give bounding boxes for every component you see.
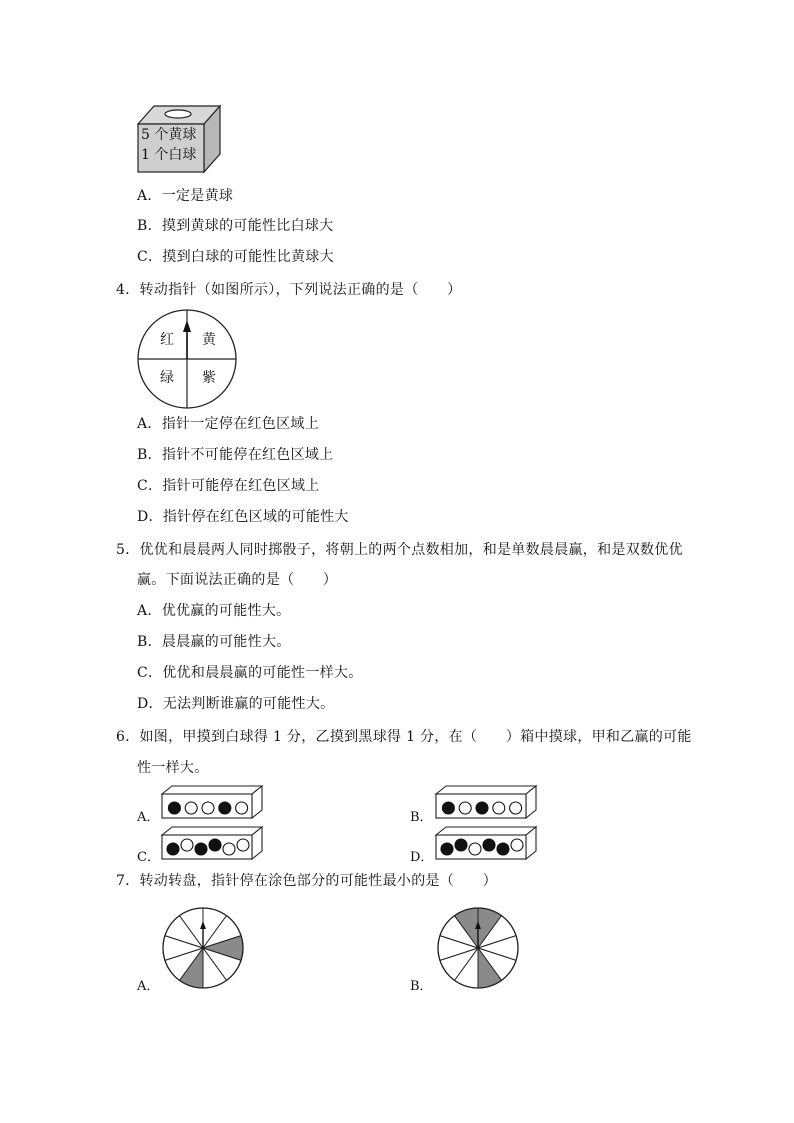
ball-box-b[interactable] [434,784,538,820]
q6-stem: 6．如图，甲摸到白球得 1 分，乙摸到黑球得 1 分，在（ ）箱中摸球，甲和乙赢的可能 [116,729,692,745]
q4-stem: 4．转动指针（如图所示），下列说法正确的是（ ） [116,282,462,298]
spinner-label-red: 红 [160,332,174,348]
spinner-label-yellow: 黄 [202,332,216,348]
white-ball [469,843,481,855]
q6-label-c[interactable]: C． [137,850,160,865]
wheel-a[interactable] [160,905,246,991]
ball-box-c[interactable] [160,825,264,861]
q4-option-b[interactable]: B．指针不可能停在红色区域上 [137,447,334,463]
q4-option-c[interactable]: C．指针可能停在红色区域上 [137,478,320,494]
black-ball [195,843,207,855]
q5-stem-cont: 赢。下面说法正确的是（ ） [137,572,338,588]
white-ball [223,843,235,855]
spinner-label-purple: 紫 [202,370,216,386]
ball-box-a[interactable] [160,784,264,820]
black-ball [209,839,221,851]
white-ball [181,839,193,851]
white-ball [510,802,522,814]
q6-label-a[interactable]: A． [137,810,160,825]
q6-label-d[interactable]: D． [410,850,434,865]
q5-stem: 5．优优和晨晨两人同时掷骰子，将朝上的两个点数相加，和是单数晨晨赢，和是双数优优 [116,542,683,558]
q4-option-d[interactable]: D．指针停在红色区域的可能性大 [137,509,349,525]
black-ball [497,843,509,855]
q3-option-a[interactable]: A．一定是黄球 [137,188,234,204]
ball-box-d[interactable] [434,825,538,861]
q5-option-b[interactable]: B．晨晨赢的可能性大。 [137,634,291,650]
white-ball [237,839,249,851]
q7-stem: 7．转动转盘，指针停在涂色部分的可能性最小的是（ ） [116,873,498,889]
black-ball [483,839,495,851]
black-ball [441,843,453,855]
white-ball [493,802,505,814]
q3-option-c[interactable]: C．摸到白球的可能性比黄球大 [137,249,334,265]
black-ball [442,802,454,814]
white-ball [511,839,523,851]
wheel-b[interactable] [435,905,521,991]
q3-option-b[interactable]: B．摸到黄球的可能性比白球大 [137,218,334,234]
white-ball [459,802,471,814]
black-ball [476,802,488,814]
q6-label-b[interactable]: B． [410,810,433,825]
q5-option-a[interactable]: A．优优赢的可能性大。 [137,603,291,619]
q6-stem-cont: 性一样大。 [137,760,209,776]
q5-option-c[interactable]: C．优优和晨晨赢的可能性一样大。 [137,665,363,681]
q4-spinner [136,308,238,410]
box-line-1: 5 个黄球 [141,127,197,143]
q4-option-a[interactable]: A．指针一定停在红色区域上 [137,416,320,432]
q5-option-d[interactable]: D．无法判断谁赢的可能性大。 [137,696,335,712]
white-ball [185,802,197,814]
white-ball [202,802,214,814]
q7-label-a[interactable]: A． [137,979,160,994]
black-ball [168,802,180,814]
black-ball [219,802,231,814]
black-ball [167,843,179,855]
white-ball [236,802,248,814]
box-line-2: 1 个白球 [141,147,197,163]
q7-label-b[interactable]: B． [410,979,433,994]
black-ball [455,839,467,851]
spinner-label-green: 绿 [160,370,174,386]
q3-box-figure [136,102,224,174]
